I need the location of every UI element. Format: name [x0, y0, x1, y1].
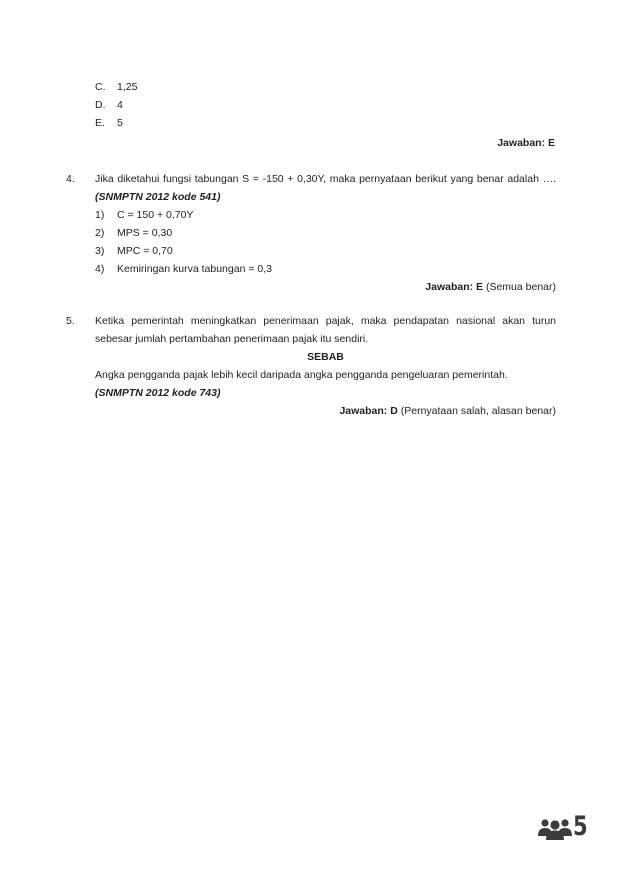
connector-sebab: SEBAB — [307, 351, 344, 363]
group-people-icon — [538, 816, 572, 840]
question-4 — [66, 170, 556, 296]
option-d — [95, 96, 555, 114]
option-c — [95, 78, 555, 96]
statement-item: 4) Kemiringan kurva tabungan = 0,3 — [95, 263, 272, 275]
question-source: (SNMPTN 2012 kode 743) — [95, 387, 221, 399]
statement-item: 1) C = 150 + 0,70Y — [95, 209, 194, 221]
question-answer: Jawaban: D (Pernyataan salah, alasan benar) — [339, 405, 556, 417]
option-e — [95, 114, 555, 132]
option-key: D. — [95, 99, 106, 111]
page-number: 5 — [573, 811, 587, 842]
question-5 — [66, 312, 556, 420]
option-key: C. — [95, 81, 106, 93]
question-statement: Ketika pemerintah meningkatkan penerimaan pajak, maka pendapatan nasional akan turun sebesar jumlah pertambahan penerimaan pajak itu sendiri. — [95, 315, 556, 345]
previous-question-options — [95, 78, 555, 132]
option-text: 4 — [117, 99, 123, 111]
statement-item: 3) MPC = 0,70 — [95, 245, 173, 257]
option-key: E. — [95, 117, 105, 129]
question-reason: Angka pengganda pajak lebih kecil daripada angka pengganda pengeluaran pemerintah. — [95, 369, 508, 381]
question-answer: Jawaban: E (Semua benar) — [425, 281, 556, 293]
option-text: 1,25 — [117, 81, 138, 93]
option-text: 5 — [117, 117, 123, 129]
question-number: 5. — [66, 315, 75, 327]
question-source: (SNMPTN 2012 kode 541) — [95, 191, 221, 203]
statement-item: 2) MPS = 0,30 — [95, 227, 173, 239]
question-number: 4. — [66, 173, 75, 185]
previous-question-answer: Jawaban: E — [497, 137, 555, 149]
question-text: Jika diketahui fungsi tabungan S = -150 + 0,30Y, maka pernyataan berikut yang benar adalah …. (SNMPTN 2012 kode 541) — [95, 173, 556, 203]
